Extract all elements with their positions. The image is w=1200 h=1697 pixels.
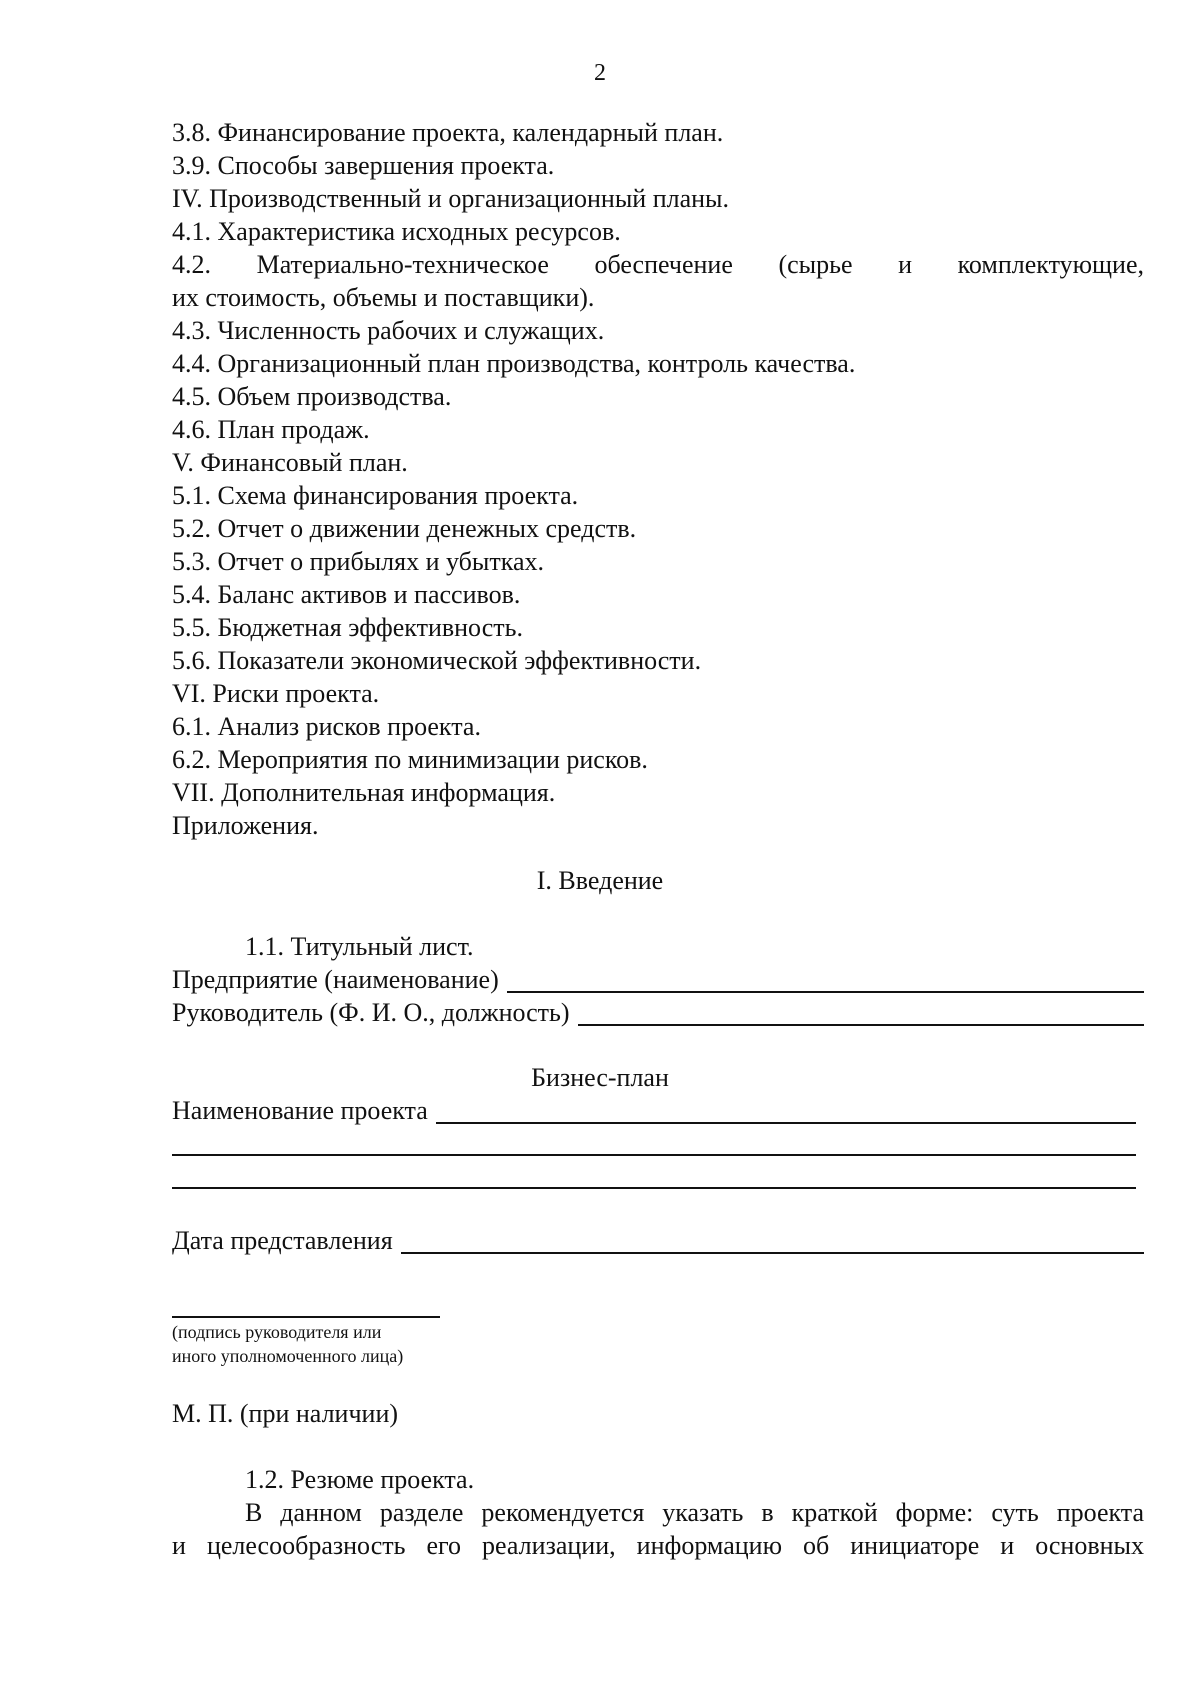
enterprise-label: Предприятие (наименование) <box>172 965 499 994</box>
project-name-field-row <box>172 1094 1136 1127</box>
toc-item: IV. Производственный и организационный планы. <box>172 184 730 213</box>
toc-item: 6.2. Мероприятия по минимизации рисков. <box>172 745 648 774</box>
signature-line[interactable] <box>172 1316 440 1318</box>
project-name-label: Наименование проекта <box>172 1096 428 1125</box>
toc-item-line: 4.2. Материально-техническое обеспечение (сырье и комплектующие, <box>172 250 1144 279</box>
toc-item: 5.3. Отчет о прибылях и убытках. <box>172 547 544 576</box>
signature-caption-line: иного уполномоченного лица) <box>172 1346 404 1366</box>
enterprise-blank-line[interactable] <box>507 965 1144 993</box>
toc-item: V. Финансовый план. <box>172 448 408 477</box>
enterprise-field-row <box>172 963 1144 996</box>
toc-item: 4.5. Объем производства. <box>172 382 452 411</box>
toc-item: VII. Дополнительная информация. <box>172 778 556 807</box>
intro-section-title: I. Введение <box>536 866 664 895</box>
project-name-extra-line[interactable] <box>172 1154 1136 1156</box>
toc-item: 5.6. Показатели экономической эффективности. <box>172 646 702 675</box>
toc-item: 3.8. Финансирование проекта, календарный план. <box>172 118 724 147</box>
toc-item: 5.2. Отчет о движении денежных средств. <box>172 514 637 543</box>
signature-caption <box>172 1320 403 1368</box>
toc-item: 5.1. Схема финансирования проекта. <box>172 481 579 510</box>
project-name-extra-line[interactable] <box>172 1187 1136 1189</box>
toc-item: 5.5. Бюджетная эффективность. <box>172 613 523 642</box>
toc-item: 4.1. Характеристика исходных ресурсов. <box>172 217 621 246</box>
summary-paragraph-line: В данном разделе рекомендуется указать в краткой форме: суть проекта <box>245 1498 1144 1527</box>
business-plan-heading: Бизнес-план <box>531 1063 669 1092</box>
toc-item: VI. Риски проекта. <box>172 679 380 708</box>
toc-item: 3.9. Способы завершения проекта. <box>172 151 555 180</box>
date-label: Дата представления <box>172 1226 393 1255</box>
toc-item-line: их стоимость, объемы и поставщики). <box>172 283 595 312</box>
title-page-heading: 1.1. Титульный лист. <box>245 932 474 961</box>
manager-field-row <box>172 996 1144 1029</box>
signature-caption-line: (подпись руководителя или <box>172 1322 382 1342</box>
date-blank-line[interactable] <box>401 1226 1144 1254</box>
summary-heading: 1.2. Резюме проекта. <box>245 1465 475 1494</box>
toc-item: 6.1. Анализ рисков проекта. <box>172 712 481 741</box>
toc-item <box>172 248 1144 314</box>
toc-item: Приложения. <box>172 811 319 840</box>
table-of-contents <box>172 116 1144 842</box>
manager-blank-line[interactable] <box>578 998 1144 1026</box>
date-field-row <box>172 1224 1144 1257</box>
toc-item: 4.3. Численность рабочих и служащих. <box>172 316 605 345</box>
toc-item: 4.4. Организационный план производства, контроль качества. <box>172 349 856 378</box>
toc-item: 5.4. Баланс активов и пассивов. <box>172 580 521 609</box>
summary-paragraph-line: и целесообразность его реализации, информацию об инициаторе и основных <box>172 1531 1144 1560</box>
toc-item: 4.6. План продаж. <box>172 415 370 444</box>
manager-label: Руководитель (Ф. И. О., должность) <box>172 998 570 1027</box>
page-number: 2 <box>594 60 606 86</box>
project-name-blank-line[interactable] <box>436 1096 1136 1124</box>
stamp-label: М. П. (при наличии) <box>172 1399 399 1428</box>
